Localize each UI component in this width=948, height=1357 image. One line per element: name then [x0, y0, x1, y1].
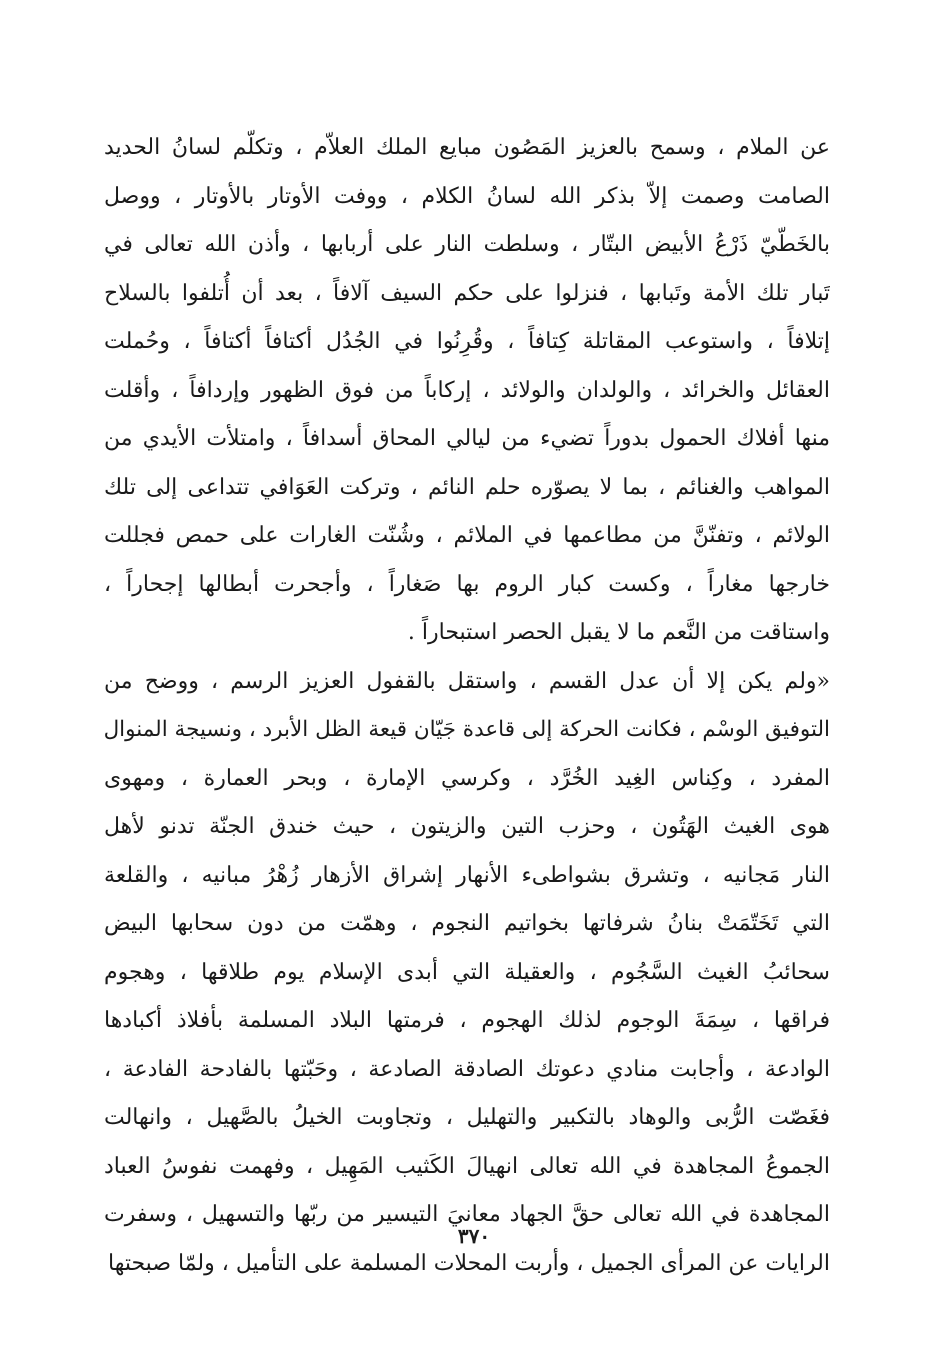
text-line: الصامت وصمت إلاّ بذكر الله لسانُ الكلام ، ووفت الأوتار بالأوتار ، ووصل: [104, 183, 830, 209]
text-line: التوفيق الوسْم ، فكانت الحركة إلى قاعدة جَيّان قيعة الظل الأبرد ، ونسيجة المنوال: [104, 717, 830, 742]
text-line: التي تَخَتّمَتْ بنانُ شرفاتها بخواتيم النجوم ، وهمّت من دون سحابها البيض: [104, 911, 830, 936]
text-line: «ولم يكن إلا أن عدل القسم ، واستقل بالقفول العزيز الرسم ، ووضح من: [104, 668, 830, 694]
text-line: فغَصّت الرُّبى والوهاد بالتكبير والتهليل ، وتجاوبت الخيلُ بالصَّهيل ، وانهالت: [104, 1105, 830, 1130]
text-line: العقائل والخرائد ، والولدان والولائد ، إركاباً من فوق الظهور وإردافاً ، وأقلت: [104, 377, 830, 403]
text-line: فراقها ، سِمَةَ الوجوم لذلك الهجوم ، فرمتها البلاد المسلمة بأفلاذ أكبادها: [104, 1008, 830, 1033]
text-line: إتلافاً ، واستوعب المقاتلة كِتافاً ، وقُرِنُوا في الجُدُل أكتافاً أكتافاً ، وحُملت: [104, 329, 830, 354]
text-line: الولائم ، وتفنّنَّ من مطاعمها في الملائم ، وشُنّت الغارات على حمص فجللت: [104, 523, 830, 548]
text-line: بالخَطّيّ ذَرْعُ الأبيض البتّار ، وسلطت النار على أربابها ، وأذن الله تعالى في: [104, 232, 830, 257]
text-line: الوادعة ، وأجابت منادي دعوتك الصادقة الصادعة ، وحَبّتها بالفادحة الفادعة ،: [104, 1056, 830, 1082]
text-line: سحائبُ الغيث السَّجُوم ، والعقيلة التي أبدى الإسلام يوم طلاقها ، وهجوم: [104, 959, 830, 985]
text-line: المجاهدة في الله تعالى حقَّ الجهاد معانيَ التيسير من ربّها والتسهيل ، وسفرت: [104, 1202, 830, 1227]
text-line: النار مَجانيه ، وتشرق بشواطىء الأنهار إشراق الأزهار زُهْرُ مبانيه ، والقلعة: [104, 862, 830, 888]
text-line: منها أفلاك الحمول بدوراً تضيء من ليالي المحاق أسدافاً ، وامتلأت الأيدي من: [104, 426, 830, 451]
paragraph: [104, 124, 830, 658]
text-line: المواهب والغنائم ، بما لا يصوّره حلم النائم ، وتركت العَوَافي تتداعى إلى تلك: [104, 474, 830, 500]
text-line: عن الملام ، وسمح بالعزيز المَصُون مبايع الملك العلاّم ، وتكلّم لسانُ الحديد: [104, 135, 830, 160]
text-line: واستاقت من النَّعم ما لا يقبل الحصر استبحاراً .: [407, 620, 830, 645]
text-line: المفرد ، وكِناس الغِيد الخُرَّد ، وكرسي الإمارة ، وبحر العمارة ، ومهوى: [104, 765, 830, 791]
body-text: [104, 124, 830, 1288]
text-line: الجموعُ المجاهدة في الله تعالى انهيالَ الكَثيب المَهِيل ، وفهمت نفوسُ العباد: [104, 1153, 830, 1179]
page-number: ٣٧٠: [457, 1224, 491, 1248]
text-line: الرايات عن المرأى الجميل ، وأربت المحلات المسلمة على التأميل ، ولمّا صبحتها: [108, 1250, 830, 1276]
text-line: خارجها مغاراً ، وكست كبار الروم بها صَغاراً ، وأجحرت أبطالها إجحاراً ،: [104, 571, 830, 597]
paragraph: [104, 658, 830, 1289]
text-line: هوى الغيث الهَتُون ، وحزب التين والزيتون ، حيث خندق الجنّة تدنو لأهل: [104, 814, 830, 839]
text-line: تَبار تلك الأمة وتَبابها ، فنزلوا على حكم السيف آلافاً ، بعد أن أُتلفوا بالسلاح: [104, 280, 830, 306]
